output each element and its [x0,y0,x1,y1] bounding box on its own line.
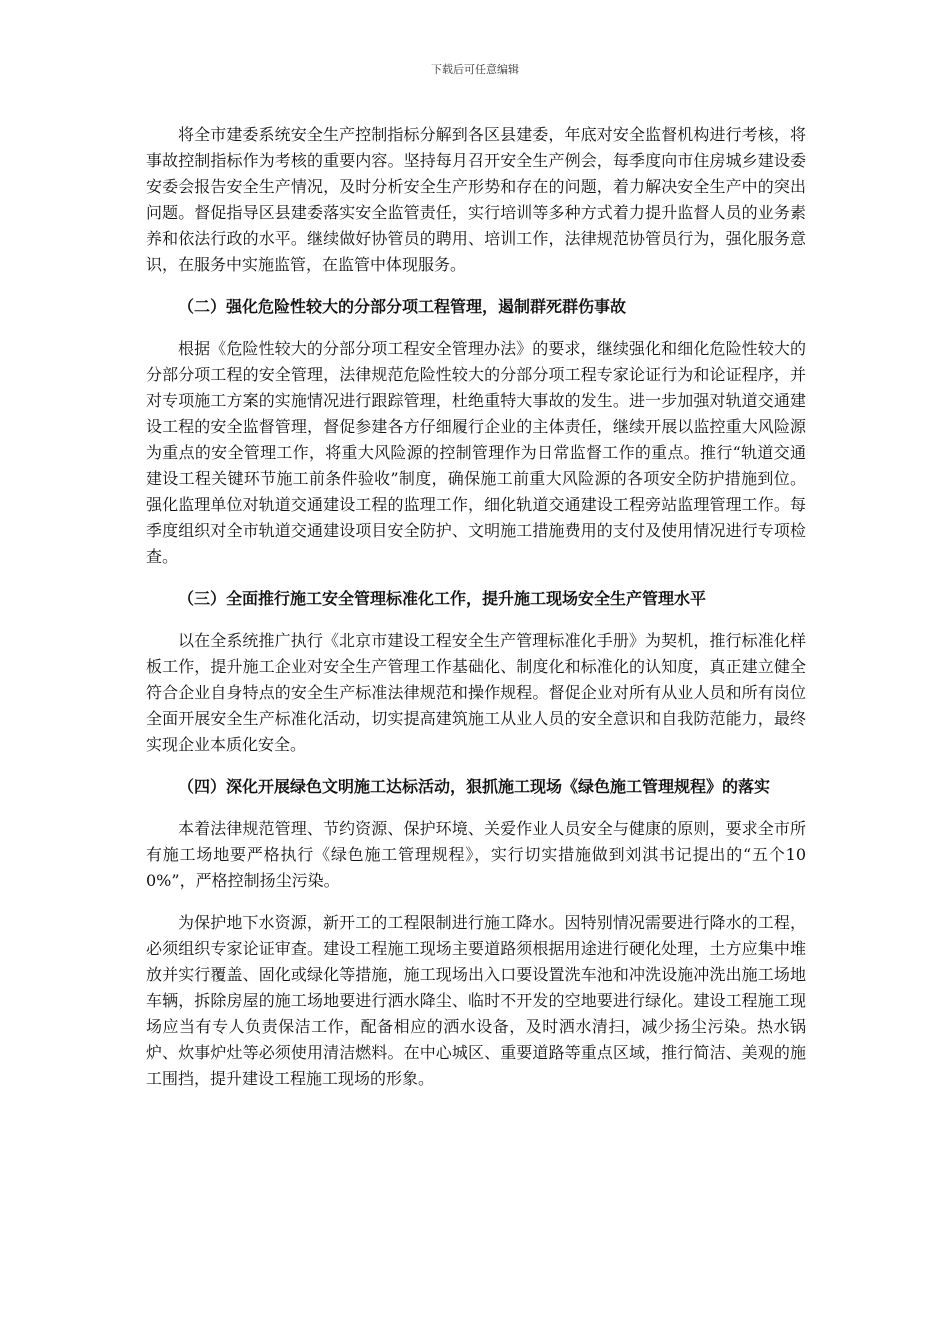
paragraph-supervision: 将全市建委系统安全生产控制指标分解到各区县建委，年底对安全监督机构进行考核，将事故控制指标作为考核的重要内容。坚持每月召开安全生产例会，每季度向市住房城乡建设委安委会报告安全生产情况，及时分析安全生产形势和存在的问题，着力解决安全生产中的突出问题。督促指导区县建委落实安全监管责任，实行培训等多种方式着力提升监督人员的业务素养和依法行政的水平。继续做好协管员的聘用、培训工作，法律规范协管员行为，强化服务意识，在服务中实施监管，在监管中体现服务。 [146,125,806,274]
paragraph-standardization: 以在全系统推广执行《北京市建设工程安全生产管理标准化手册》为契机，推行标准化样板工作，提升施工企业对安全生产管理工作基础化、制度化和标准化的认知度，真正建立健全符合企业自身特点的安全生产标准法律规范和操作规程。督促企业对所有从业人员和所有岗位全面开展安全生产标准化活动，切实提高建筑施工从业人员的安全意识和自我防范能力，最终实现企业本质化安全。 [146,631,806,754]
paragraph-hazard-management: 根据《危险性较大的分部分项工程安全管理办法》的要求，继续强化和细化危险性较大的分部分项工程的安全管理，法律规范危险性较大的分部分项工程专家论证行为和论证程序，并对专项施工方案的实施情况进行跟踪管理，杜绝重特大事故的发生。进一步加强对轨道交通建设工程的安全监督管理，督促参建各方仔细履行企业的主体责任，继续开展以监控重大风险源为重点的安全管理工作，将重大风险源的控制管理作为日常监督工作的重点。推行“轨道交通建设工程关键环节施工前条件验收”制度，确保施工前重大风险源的各项安全防护措施到位。强化监理单位对轨道交通建设工程的监理工作，细化轨道交通建设工程旁站监理管理工作。每季度组织对全市轨道交通建设项目安全防护、文明施工措施费用的支付及使用情况进行专项检查。 [146,339,806,566]
page-header: 下载后可任意编辑 [431,63,519,76]
paragraph-green-construction: 本着法律规范管理、节约资源、保护环境、关爱作业人员安全与健康的原则，要求全市所有施工场地要严格执行《绿色施工管理规程》，实行切实措施做到刘淇书记提出的“五个100%”，严格控制扬尘污染。 [146,819,806,890]
section-heading-3: （三）全面推行施工安全管理标准化工作，提升施工现场安全生产管理水平 [178,589,707,608]
section-heading-4: （四）深化开展绿色文明施工达标活动，狠抓施工现场《绿色施工管理规程》的落实 [178,777,771,796]
paragraph-dust-control: 为保护地下水资源，新开工的工程限制进行施工降水。因特别情况需要进行降水的工程，必须组织专家论证审查。建设工程施工现场主要道路须根据用途进行硬化处理，土方应集中堆放并实行覆盖、固化或绿化等措施，施工现场出入口要设置洗车池和冲洗设施冲洗出施工场地车辆，拆除房屋的施工场地要进行洒水降尘、临时不开发的空地要进行绿化。建设工程施工现场应当有专人负责保洁工作，配备相应的洒水设备，及时洒水清扫，减少扬尘污染。热水锅炉、炊事炉灶等必须使用清洁燃料。在中心城区、重要道路等重点区域，推行简洁、美观的施工围挡，提升建设工程施工现场的形象。 [146,913,806,1088]
section-heading-2: （二）强化危险性较大的分部分项工程管理，遏制群死群伤事故 [178,297,627,316]
document-body [146,122,806,1092]
